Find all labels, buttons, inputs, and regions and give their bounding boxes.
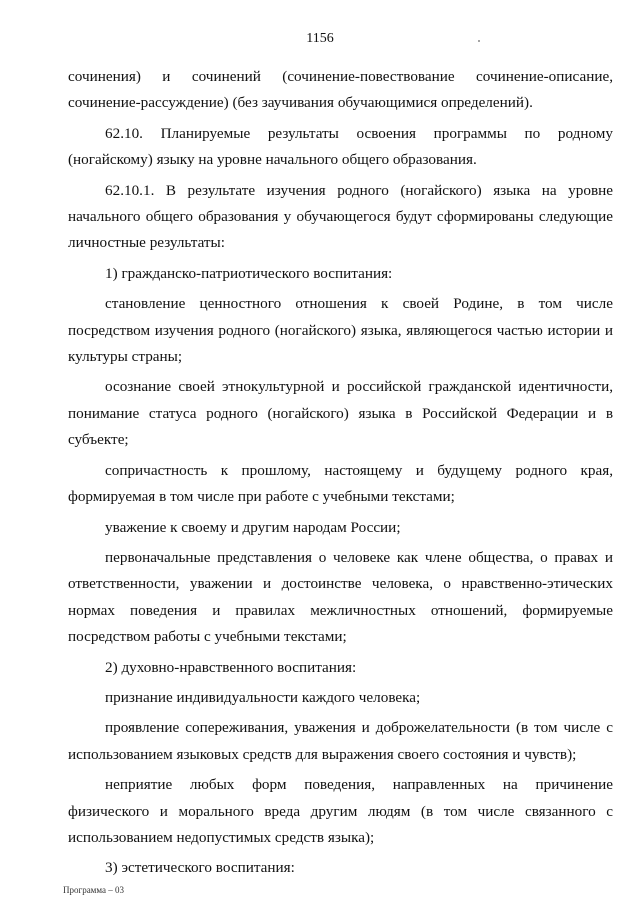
footer-label: Программа – 03 — [63, 885, 125, 895]
paragraph-section-62-10-1: 62.10.1. В результате изучения родного (ногайского) языка на уровне начального общего образования у обучающегося будут сформированы следующие личностные результаты: — [68, 181, 613, 252]
paragraph-item-native-land: сопричастность к прошлому, настоящему и будущему родного края, формируемая в том числе при работе с учебными текстами; — [68, 461, 613, 506]
paragraph-item-individuality: признание индивидуальности каждого человека; — [105, 688, 421, 706]
paragraph-heading-civic: 1) гражданско-патриотического воспитания: — [105, 264, 393, 282]
document-body — [68, 64, 613, 882]
paragraph-heading-moral: 2) духовно-нравственного воспитания: — [105, 658, 357, 676]
paragraph-item-society: первоначальные представления о человеке как члене общества, о правах и ответственности, уважении и достоинстве человека, о нравственно-этических нормах поведения и правилах межличностных отношений, формируемые посредством работы с учебными текстами; — [68, 548, 613, 646]
page-number: 1156 — [306, 31, 334, 46]
paragraph-item-empathy: проявление сопереживания, уважения и доброжелательности (в том числе с использованием языковых средств для выражения своего состояния и чувств); — [68, 719, 613, 763]
paragraph-continuation: сочинения) и сочинений (сочинение-повествование сочинение-описание, сочинение-рассуждение) (без заучивания обучающимися определений). — [68, 68, 613, 112]
paragraph-section-62-10: 62.10. Планируемые результаты освоения программы по родному (ногайскому) языку на уровне начального общего образования. — [68, 124, 613, 169]
paragraph-item-respect-peoples: уважение к своему и другим народам России; — [105, 518, 401, 536]
paragraph-item-rejection-harm: неприятие любых форм поведения, направленных на причинение физического и морального вреда другим людям (в том числе связанного с использованием недопустимых средств языка); — [68, 776, 613, 846]
paragraph-item-identity: осознание своей этнокультурной и российской гражданской идентичности, понимание статуса родного (ногайского) языка в Российской Федерации и в субъекте; — [68, 378, 613, 449]
paragraph-item-homeland: становление ценностного отношения к своей Родине, в том числе посредством изучения родного (ногайского) языка, являющегося частью истории и культуры страны; — [68, 295, 613, 366]
scan-speck — [478, 40, 480, 42]
paragraph-heading-aesthetic: 3) эстетического воспитания: — [105, 859, 295, 877]
